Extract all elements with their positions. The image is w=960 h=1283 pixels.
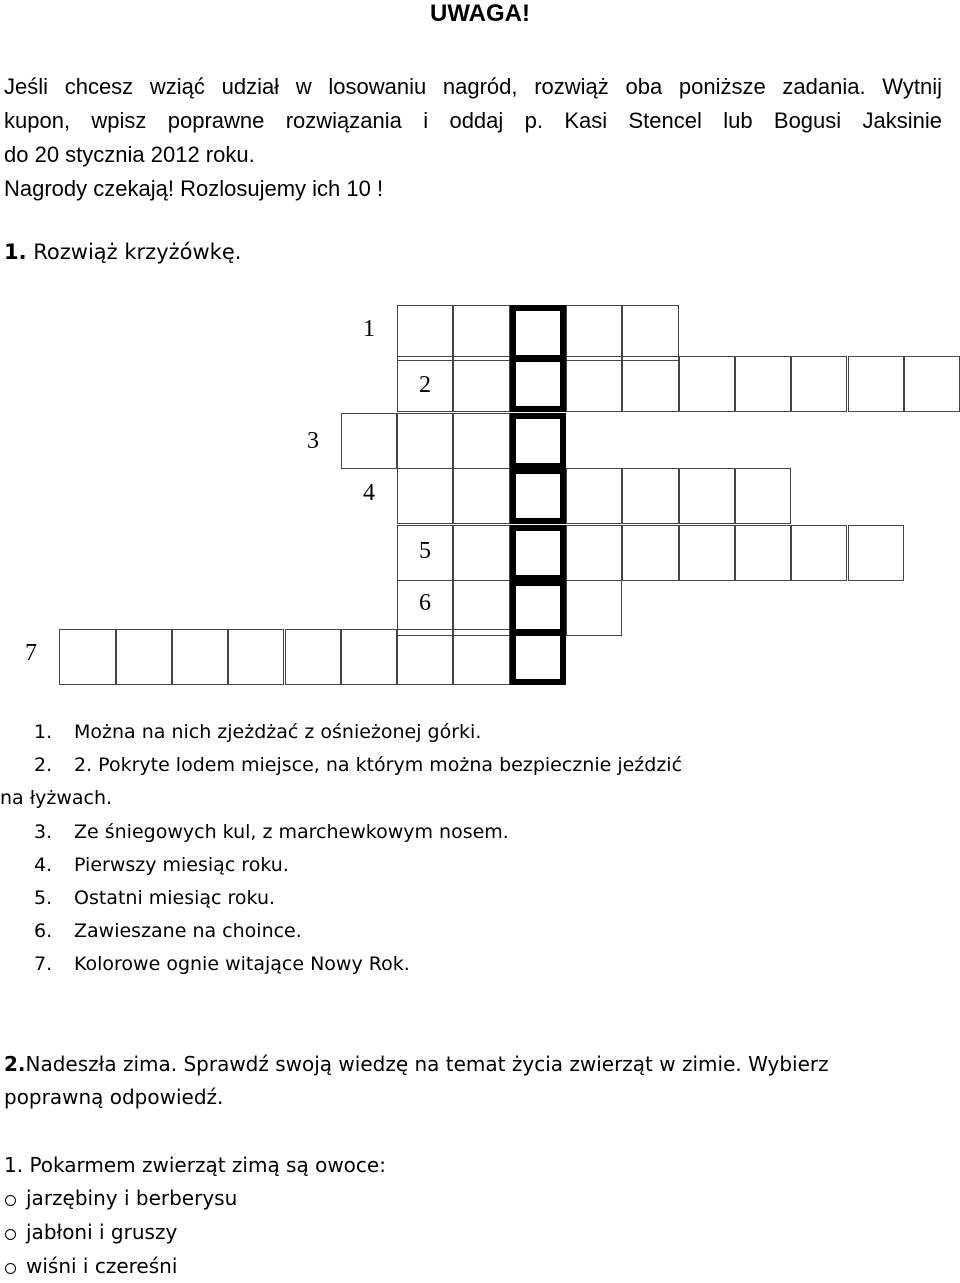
crossword-cell[interactable]	[453, 468, 509, 524]
crossword-cell[interactable]	[397, 305, 453, 361]
crossword-cell[interactable]	[453, 413, 509, 469]
question-1: 1. Pokarmem zwierząt zimą są owoce:	[4, 1153, 386, 1177]
crossword-cell[interactable]	[228, 629, 284, 685]
crossword-password-cell[interactable]	[510, 468, 566, 524]
crossword-cell[interactable]	[566, 580, 622, 636]
crossword-cell[interactable]	[848, 525, 904, 581]
crossword-cell[interactable]	[622, 468, 678, 524]
crossword-cell[interactable]	[622, 356, 678, 412]
task2-text: Nadeszła zima. Sprawdź swoją wiedzę na temat życia zwierząt w zimie. Wybierz poprawną odpowiedź.	[4, 1052, 829, 1109]
crossword-clues	[0, 716, 683, 982]
crossword-cell[interactable]	[397, 525, 453, 581]
crossword-password-cell[interactable]	[510, 580, 566, 636]
crossword-cell[interactable]	[341, 629, 397, 685]
crossword-number-4: 4	[363, 480, 375, 506]
page-title: UWAGA!	[430, 0, 530, 27]
crossword-cell[interactable]	[735, 356, 791, 412]
crossword-number-2: 2	[419, 372, 431, 398]
crossword-number-3: 3	[307, 428, 319, 454]
intro-line: Nagrody czekają! Rozlosujemy ich 10 !	[4, 176, 384, 201]
crossword-cell[interactable]	[397, 413, 453, 469]
crossword-cell[interactable]	[453, 629, 509, 685]
crossword-cell[interactable]	[397, 580, 453, 636]
crossword-number-1: 1	[363, 316, 375, 342]
crossword-cell[interactable]	[735, 468, 791, 524]
crossword-number-6: 6	[419, 590, 431, 616]
crossword-cell[interactable]	[397, 629, 453, 685]
crossword-cell[interactable]	[566, 356, 622, 412]
crossword-number-7: 7	[25, 640, 37, 666]
crossword-cell[interactable]	[791, 525, 847, 581]
crossword-cell[interactable]	[566, 305, 622, 361]
crossword-cell[interactable]	[679, 356, 735, 412]
question-1-options	[4, 1181, 237, 1283]
crossword-cell[interactable]	[116, 629, 172, 685]
crossword-password-cell[interactable]	[510, 413, 566, 469]
crossword-cell[interactable]	[735, 525, 791, 581]
radio-circle-icon[interactable]	[5, 1229, 16, 1240]
crossword-password-cell[interactable]	[510, 356, 566, 412]
clue-item: 1. Można na nich zjeżdżać z ośnieżonej górki.	[34, 721, 482, 743]
intro-line: do 20 stycznia 2012 roku.	[4, 142, 255, 167]
crossword-cell[interactable]	[397, 356, 453, 412]
option-item[interactable]: jarzębiny i berberysu	[4, 1181, 237, 1215]
crossword-cell[interactable]	[566, 468, 622, 524]
crossword-password-cell[interactable]	[510, 629, 566, 685]
crossword-cell[interactable]	[397, 468, 453, 524]
crossword-password-cell[interactable]	[510, 305, 566, 361]
crossword-cell[interactable]	[566, 525, 622, 581]
crossword-cell[interactable]	[848, 356, 904, 412]
crossword-cell[interactable]	[622, 525, 678, 581]
crossword-cell[interactable]	[679, 525, 735, 581]
crossword-cell[interactable]	[341, 413, 397, 469]
task1-text: Rozwiąż krzyżówkę.	[33, 240, 242, 264]
option-item[interactable]: wiśni i czereśni	[4, 1249, 237, 1283]
crossword-number-5: 5	[419, 538, 431, 564]
crossword-cell[interactable]	[453, 356, 509, 412]
clue-item: 6. Zawieszane na choince.	[34, 920, 302, 943]
clue-item: 7. Kolorowe ognie witające Nowy Rok.	[34, 953, 410, 976]
crossword-cell[interactable]	[59, 629, 115, 685]
clue-item: 4. Pierwszy miesiąc roku.	[34, 853, 289, 876]
crossword-cell[interactable]	[622, 305, 678, 361]
clue-item: 3. Ze śniegowych kul, z marchewkowym nosem.	[34, 820, 509, 843]
radio-circle-icon[interactable]	[5, 1195, 16, 1206]
intro-line: Jeśli chcesz wziąć udział w losowaniu nagród, rozwiąż oba poniższe zadania. Wytnij	[4, 74, 942, 99]
crossword-cell[interactable]	[453, 305, 509, 361]
crossword-cell[interactable]	[172, 629, 228, 685]
crossword-cell[interactable]	[453, 580, 509, 636]
crossword-cell[interactable]	[791, 356, 847, 412]
task1-number: 1.	[4, 240, 27, 264]
crossword-cell[interactable]	[904, 356, 960, 412]
clue-item: 5. Ostatni miesiąc roku.	[34, 887, 276, 910]
task2-heading	[4, 1048, 934, 1114]
task2-number: 2.	[4, 1052, 26, 1076]
intro-line: kupon, wpisz poprawne rozwiązania i oddaj p. Kasi Stencel lub Bogusi Jaksinie	[4, 108, 942, 133]
crossword-cell[interactable]	[453, 525, 509, 581]
clue-item: 2. 2. Pokryte lodem miejsce, na którym można bezpiecznie jeździć na łyżwach.	[0, 754, 683, 810]
option-item[interactable]: jabłoni i gruszy	[4, 1215, 237, 1249]
crossword-cell[interactable]	[285, 629, 341, 685]
crossword-password-cell[interactable]	[510, 525, 566, 581]
crossword-cell[interactable]	[679, 468, 735, 524]
